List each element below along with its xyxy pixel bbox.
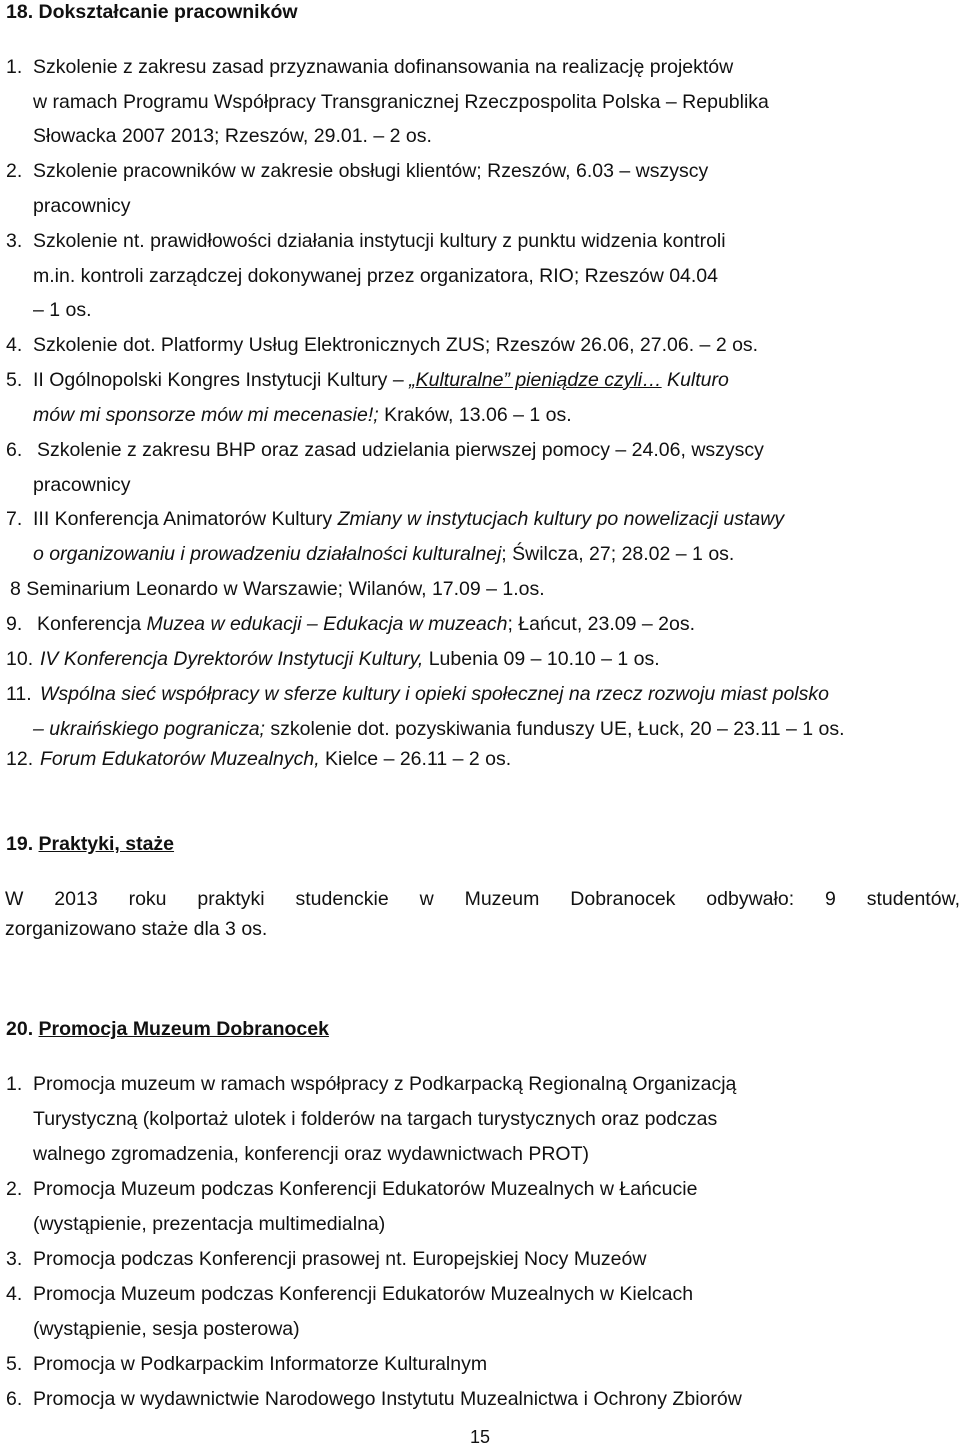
paragraph-text: zorganizowano staże dla 3 os. xyxy=(5,918,268,940)
list-item-text: Promocja w Podkarpackim Informatorze Kulturalnym xyxy=(33,1353,488,1375)
page-number: 15 xyxy=(469,1427,491,1447)
section-heading-20: 20. Promocja Muzeum Dobranocek xyxy=(6,1018,329,1040)
list-item-text: pracownicy xyxy=(33,474,131,496)
list-number: 6. xyxy=(6,1388,23,1410)
list-item-text: o organizowaniu i prowadzeniu działalności kulturalnej; Świlcza, 27; 28.02 – 1 os. xyxy=(33,543,735,565)
section-heading-19: 19. Praktyki, staże xyxy=(6,833,175,855)
list-item-text: walnego zgromadzenia, konferencji oraz wydawnictwach PROT) xyxy=(33,1143,589,1165)
list-item-text: – 1 os. xyxy=(33,299,92,321)
list-item-text: Szkolenie pracowników w zakresie obsługi klientów; Rzeszów, 6.03 – wszyscy xyxy=(33,160,709,182)
list-item-text: Promocja w wydawnictwie Narodowego Instytutu Muzealnictwa i Ochrony Zbiorów xyxy=(33,1388,742,1410)
paragraph-text: W 2013 roku praktyki studenckie w Muzeum Dobranocek odbywało: 9 studentów, xyxy=(5,888,960,910)
list-number: 1. xyxy=(6,1073,23,1095)
list-item-text: Szkolenie nt. prawidłowości działania instytucji kultury z punktu widzenia kontroli xyxy=(33,230,726,252)
list-item-text: Promocja podczas Konferencji prasowej nt. Europejskiej Nocy Muzeów xyxy=(33,1248,647,1270)
list-item-text: mów mi sponsorze mów mi mecenasie!; Kraków, 13.06 – 1 os. xyxy=(33,404,572,426)
list-item-text: IV Konferencja Dyrektorów Instytucji Kultury, Lubenia 09 – 10.10 – 1 os. xyxy=(40,648,660,670)
list-number: 1. xyxy=(6,56,23,78)
list-number: 2. xyxy=(6,160,23,182)
list-number: 4. xyxy=(6,1283,23,1305)
list-number: 5. xyxy=(6,1353,23,1375)
list-number: 7. xyxy=(6,508,23,530)
list-number: 12. xyxy=(6,748,34,770)
list-item-text: Promocja Muzeum podczas Konferencji Edukatorów Muzealnych w Łańcucie xyxy=(33,1178,698,1200)
list-number: 11. xyxy=(6,683,32,705)
list-number: 2. xyxy=(6,1178,23,1200)
list-item-text: pracownicy xyxy=(33,195,131,217)
list-item-text: (wystąpienie, prezentacja multimedialna) xyxy=(33,1213,386,1235)
list-item-text: Promocja Muzeum podczas Konferencji Edukatorów Muzealnych w Kielcach xyxy=(33,1283,694,1305)
list-number: 5. xyxy=(6,369,23,391)
list-number: 10. xyxy=(6,648,34,670)
list-number: 3. xyxy=(6,1248,23,1270)
list-number: 6. xyxy=(6,439,23,461)
list-item-text: m.in. kontroli zarządczej dokonywanej przez organizatora, RIO; Rzeszów 04.04 xyxy=(33,265,718,287)
list-item-text: III Konferencja Animatorów Kultury Zmiany w instytucjach kultury po nowelizacji ustawy xyxy=(33,508,785,530)
list-item-text: Słowacka 2007 2013; Rzeszów, 29.01. – 2 os. xyxy=(33,125,432,147)
list-item-text: Szkolenie z zakresu zasad przyznawania dofinansowania na realizację projektów xyxy=(33,56,734,78)
list-item-text: 8 Seminarium Leonardo w Warszawie; Wilanów, 17.09 – 1.os. xyxy=(10,578,545,600)
list-item-text: Szkolenie z zakresu BHP oraz zasad udzielania pierwszej pomocy – 24.06, wszyscy xyxy=(37,439,764,461)
list-item-text: Szkolenie dot. Platformy Usług Elektronicznych ZUS; Rzeszów 26.06, 27.06. – 2 os. xyxy=(33,334,759,356)
list-item-text: II Ogólnopolski Kongres Instytucji Kultury – „Kulturalne” pieniądze czyli… Kulturo xyxy=(33,369,729,391)
list-item-text: Promocja muzeum w ramach współpracy z Podkarpacką Regionalną Organizacją xyxy=(33,1073,737,1095)
list-item-text: – ukraińskiego pogranicza; szkolenie dot. pozyskiwania funduszy UE, Łuck, 20 – 23.11 – 1 os. xyxy=(33,718,845,740)
section-heading-18: 18. Dokształcanie pracowników xyxy=(6,1,298,23)
list-item-text: Forum Edukatorów Muzealnych, Kielce – 26.11 – 2 os. xyxy=(40,748,512,770)
list-item-text: (wystąpienie, sesja posterowa) xyxy=(33,1318,300,1340)
list-item-text: w ramach Programu Współpracy Transgranicznej Rzeczpospolita Polska – Republika xyxy=(33,91,769,113)
list-item-text: Wspólna sieć współpracy w sferze kultury i opieki społecznej na rzecz rozwoju miast polsko xyxy=(40,683,829,705)
list-item-text: Konferencja Muzea w edukacji – Edukacja w muzeach; Łańcut, 23.09 – 2os. xyxy=(37,613,695,635)
list-number: 4. xyxy=(6,334,23,356)
list-number: 3. xyxy=(6,230,23,252)
list-number: 9. xyxy=(6,613,23,635)
list-item-text: Turystyczną (kolportaż ulotek i folderów na targach turystycznych oraz podczas xyxy=(33,1108,718,1130)
